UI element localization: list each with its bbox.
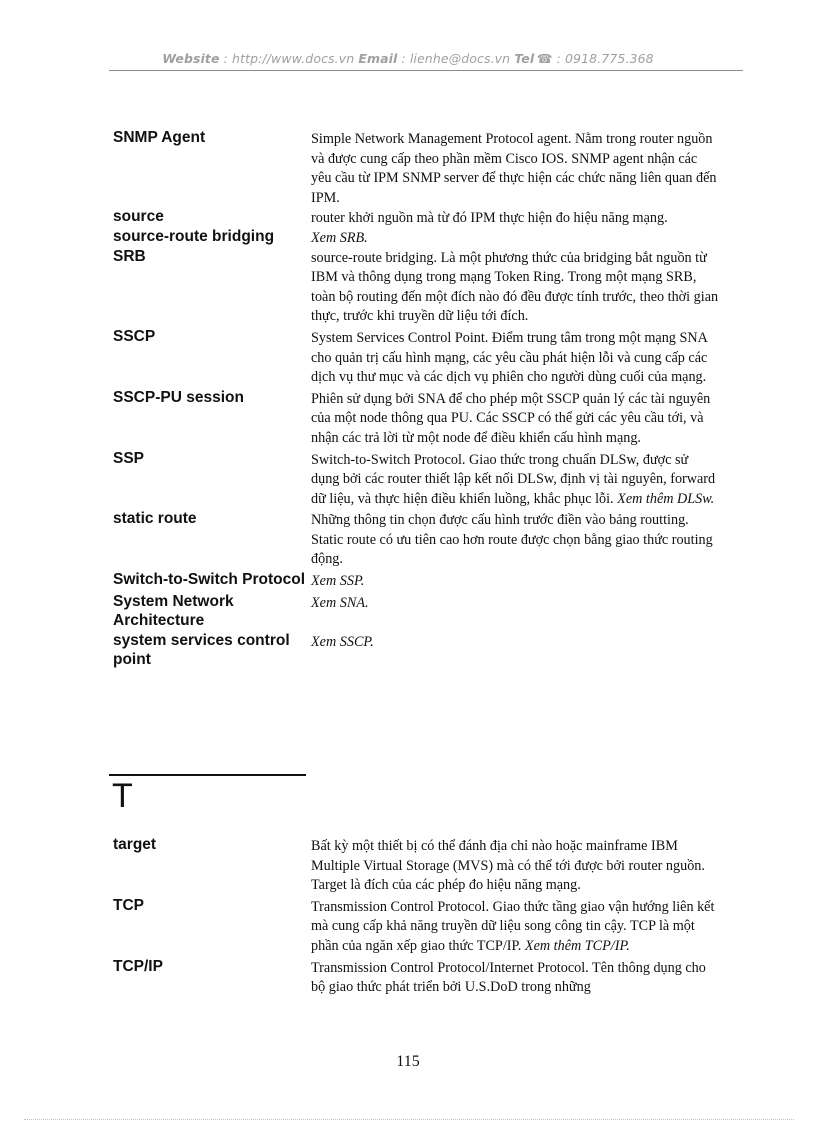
see-also-ref: Xem SSP.	[311, 573, 365, 590]
glossary-definition: System Services Control Point. Điểm trung tâm trong một mạng SNA cho quản trị cấu hình mạng, các yêu cầu phát hiện lỗi và cung cấp các dịch vụ thư mục và các dịch vụ phiên cho người dùng cuối của mạng.	[311, 329, 708, 386]
glossary-term: SSCP	[113, 327, 156, 345]
glossary-definition: source-route bridging. Là một phương thức của bridging bắt nguồn từ IBM và thông dụng trong mạng Token Ring. Trong một mạng SRB, toàn bộ routing đến một đích nào đó đều được tính trước, theo thời gian thực, trước khi truyền dữ liệu tới đích.	[311, 249, 719, 325]
page-header	[0, 51, 816, 66]
glossary-term: system services control point	[113, 631, 290, 669]
glossary-term: SSCP-PU session	[113, 388, 244, 406]
email-value: : lienhe@docs.vn	[397, 51, 515, 66]
see-also-ref: Xem thêm TCP/IP.	[524, 937, 630, 954]
glossary-term: source-route bridging	[113, 227, 275, 245]
glossary-definition: Simple Network Management Protocol agent. Nằm trong router nguồn và được cung cấp theo phần mềm Cisco IOS. SNMP agent nhận các yêu cầu từ IPM SNMP server để thực hiện các chức năng liên quan đến IPM.	[311, 131, 717, 206]
tel-value: : 0918.775.368	[552, 51, 654, 66]
see-also-ref: Xem thêm DLSw.	[617, 490, 715, 507]
glossary-term: SRB	[113, 247, 146, 265]
glossary-definition: Transmission Control Protocol. Giao thức tầng giao vận hướng liên kết mà cung cấp khả năng truyền dữ liệu song công tin cậy. TCP là một phần của ngăn xếp giao thức TCP/IP. Xem thêm TCP/IP.	[311, 898, 715, 954]
glossary-definition: Transmission Control Protocol/Internet Protocol. Tên thông dụng cho bộ giao thức phát triển bởi U.S.DoD trong những	[311, 959, 706, 996]
see-also-ref: Xem SRB.	[311, 229, 368, 246]
glossary-entry	[113, 327, 723, 388]
glossary-entry	[113, 957, 723, 998]
glossary-definition: Switch-to-Switch Protocol. Giao thức trong chuẩn DLSw, được sử dụng bởi các router thiết lập kết nối DLSw, định vị tài nguyên, forward dữ liệu, và thực hiện điều khiển luồng, khắc phục lỗi. Xem thêm DLSw.	[311, 451, 716, 507]
header-divider	[109, 70, 743, 71]
glossary-definition: Những thông tin chọn được cấu hình trước điền vào bảng routting. Static route có ưu tiên cao hơn route được chọn bằng giao thức routing động.	[311, 512, 713, 568]
tel-label: Tel	[514, 51, 535, 66]
section-letter: T	[112, 777, 133, 815]
glossary-entry	[113, 835, 723, 896]
glossary-entry	[113, 388, 723, 449]
section-divider	[109, 774, 306, 776]
see-also-ref: Xem SSCP.	[311, 633, 374, 650]
glossary-definition: Bất kỳ một thiết bị có thể đánh địa chỉ nào hoặc mainframe IBM Multiple Virtual Storage (MVS) mà có thể tới được bởi router nguồn. Target là đích của các phép đo hiệu năng mạng.	[311, 838, 705, 894]
glossary-term: TCP	[113, 896, 144, 914]
glossary-entry	[113, 227, 723, 249]
glossary-definition	[311, 570, 719, 592]
phone-icon: ☎	[536, 51, 553, 66]
email-label: Email	[358, 51, 398, 66]
glossary-entry	[113, 896, 723, 957]
glossary-entry	[113, 247, 723, 327]
website-value: : http://www.docs.vn	[219, 51, 359, 66]
glossary-term: source	[113, 208, 164, 226]
glossary-term: System Network Architecture	[113, 592, 234, 630]
glossary-term: static route	[113, 510, 197, 528]
page-bottom-border	[24, 1119, 794, 1120]
glossary-entry	[113, 509, 723, 570]
website-label: Website	[162, 51, 220, 66]
page-number: 115	[396, 1053, 420, 1070]
glossary-entry	[113, 592, 723, 631]
glossary-term: TCP/IP	[113, 957, 163, 975]
glossary-list-t	[113, 835, 723, 998]
glossary-definition: router khởi nguồn mà từ đó IPM thực hiện đo hiệu năng mạng.	[311, 210, 668, 227]
glossary-term: target	[113, 836, 157, 853]
glossary-definition	[311, 227, 719, 249]
glossary-definition	[311, 631, 719, 670]
glossary-definition: Phiên sử dụng bởi SNA để cho phép một SSCP quản lý các tài nguyên của một node thông qua PU. Các SSCP có thể gửi các yêu cầu tới, và nhận các trả lời từ một node để điều khiển cấu hình mạng.	[311, 390, 711, 446]
glossary-entry	[113, 570, 723, 592]
glossary-entry	[113, 631, 723, 670]
glossary-term: SNMP Agent	[113, 129, 206, 146]
glossary-term: SSP	[113, 449, 145, 467]
glossary-definition	[311, 592, 719, 631]
glossary-list-s	[113, 128, 723, 670]
glossary-entry	[113, 449, 723, 510]
see-also-ref: Xem SNA.	[311, 594, 369, 611]
glossary-entry	[113, 128, 723, 208]
glossary-term: Switch-to-Switch Protocol	[113, 571, 306, 589]
glossary-entry	[113, 207, 723, 229]
